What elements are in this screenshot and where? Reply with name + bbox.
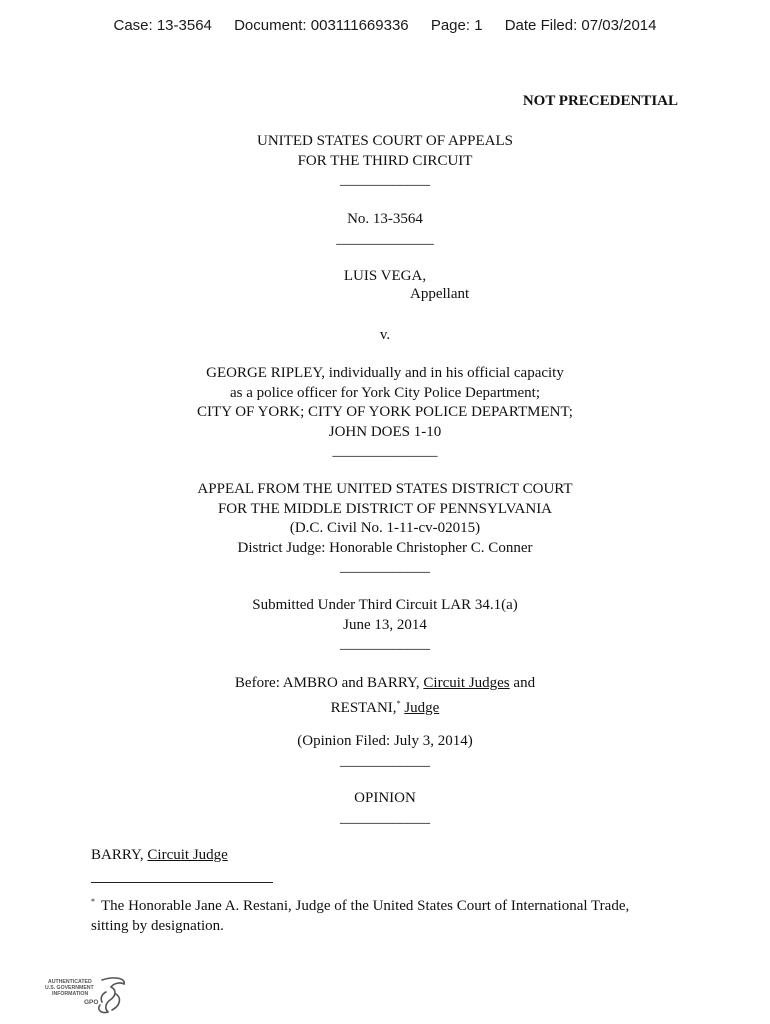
case-number-header: Case: 13-3564 — [113, 17, 212, 34]
case-number-block — [0, 210, 770, 249]
logo-text-line: INFORMATION — [52, 991, 89, 997]
footnote-marker: * — [396, 698, 401, 708]
court-line-2: FOR THE THIRD CIRCUIT — [297, 152, 473, 169]
divider-rule: _____________ — [336, 230, 434, 247]
submitted-line: Submitted Under Third Circuit LAR 34.1(a) — [252, 597, 518, 613]
district-case-number: (D.C. Civil No. 1-11-cv-02015) — [289, 520, 481, 536]
divider-rule: ____________ — [340, 636, 430, 652]
footnote-text: The Honorable Jane A. Restani, Judge of the United States Court of International Trade, sitting by designation. — [91, 898, 630, 934]
panel-before: Before: AMBRO and BARRY, — [234, 675, 424, 691]
date-filed-header: Date Filed: 07/03/2014 — [504, 17, 657, 34]
judge-title: Judge — [404, 699, 440, 716]
opinion-filed-block — [0, 732, 770, 771]
document-number-header: Document: 003111669336 — [234, 17, 409, 34]
court-line-1: UNITED STATES COURT OF APPEALS — [257, 133, 513, 149]
circuit-judges-title: Circuit Judges — [423, 675, 510, 691]
opinion-heading-block — [0, 789, 770, 828]
document-header — [0, 17, 770, 34]
divider-rule: ______________ — [332, 443, 438, 459]
panel-and: and — [509, 675, 536, 691]
appellee-line: as a police officer for York City Police Department; — [229, 384, 541, 401]
gpo-authentication-logo — [44, 974, 134, 1020]
submitted-block — [0, 596, 770, 655]
footnote-divider — [91, 882, 273, 883]
appellee-line: JOHN DOES 1-10 — [328, 423, 442, 440]
versus-block — [0, 326, 770, 346]
page-number-header: Page: 1 — [430, 17, 483, 34]
panel-line-1 — [0, 674, 770, 694]
district-judge: District Judge: Honorable Christopher C. Conner — [237, 539, 533, 556]
footnote-mark: * — [91, 897, 95, 906]
panel-line-2 — [0, 694, 770, 719]
author-title: Circuit Judge — [147, 847, 228, 863]
appeal-line-2: FOR THE MIDDLE DISTRICT OF PENNSYLVANIA — [217, 500, 553, 517]
court-name — [0, 132, 770, 191]
appellee-line: CITY OF YORK; CITY OF YORK POLICE DEPARTMENT; — [197, 404, 573, 420]
case-number: No. 13-3564 — [347, 211, 423, 227]
appellee-line: GEORGE RIPLEY, individually and in his official capacity — [206, 365, 564, 381]
versus: v. — [379, 327, 391, 343]
submitted-date: June 13, 2014 — [343, 616, 427, 633]
footnote — [91, 892, 661, 936]
appellant-block — [0, 267, 770, 287]
divider-rule: ____________ — [340, 559, 430, 575]
panel-restani: RESTANI, — [330, 699, 397, 716]
appeal-line-1: APPEAL FROM THE UNITED STATES DISTRICT COURT — [197, 481, 573, 497]
appellees-block — [0, 364, 770, 462]
logo-text-line: GPO — [84, 999, 99, 1006]
divider-rule: ____________ — [340, 809, 430, 826]
author-name: BARRY, — [91, 847, 148, 863]
panel-block — [0, 674, 770, 718]
eagle-emblem-icon — [99, 978, 125, 1013]
divider-rule: ____________ — [340, 752, 430, 769]
opinion-filed-date: (Opinion Filed: July 3, 2014) — [297, 733, 473, 749]
appellant-role: Appellant — [410, 286, 470, 302]
appeal-block — [0, 480, 770, 578]
opinion-author — [91, 847, 228, 864]
logo-text-line: U.S. GOVERNMENT — [45, 985, 94, 991]
opinion-heading: OPINION — [354, 790, 416, 806]
appellant-name: LUIS VEGA, — [343, 268, 427, 284]
logo-text-line: AUTHENTICATED — [48, 979, 92, 985]
divider-rule: ____________ — [340, 172, 430, 188]
precedential-designation: NOT PRECEDENTIAL — [522, 93, 678, 109]
